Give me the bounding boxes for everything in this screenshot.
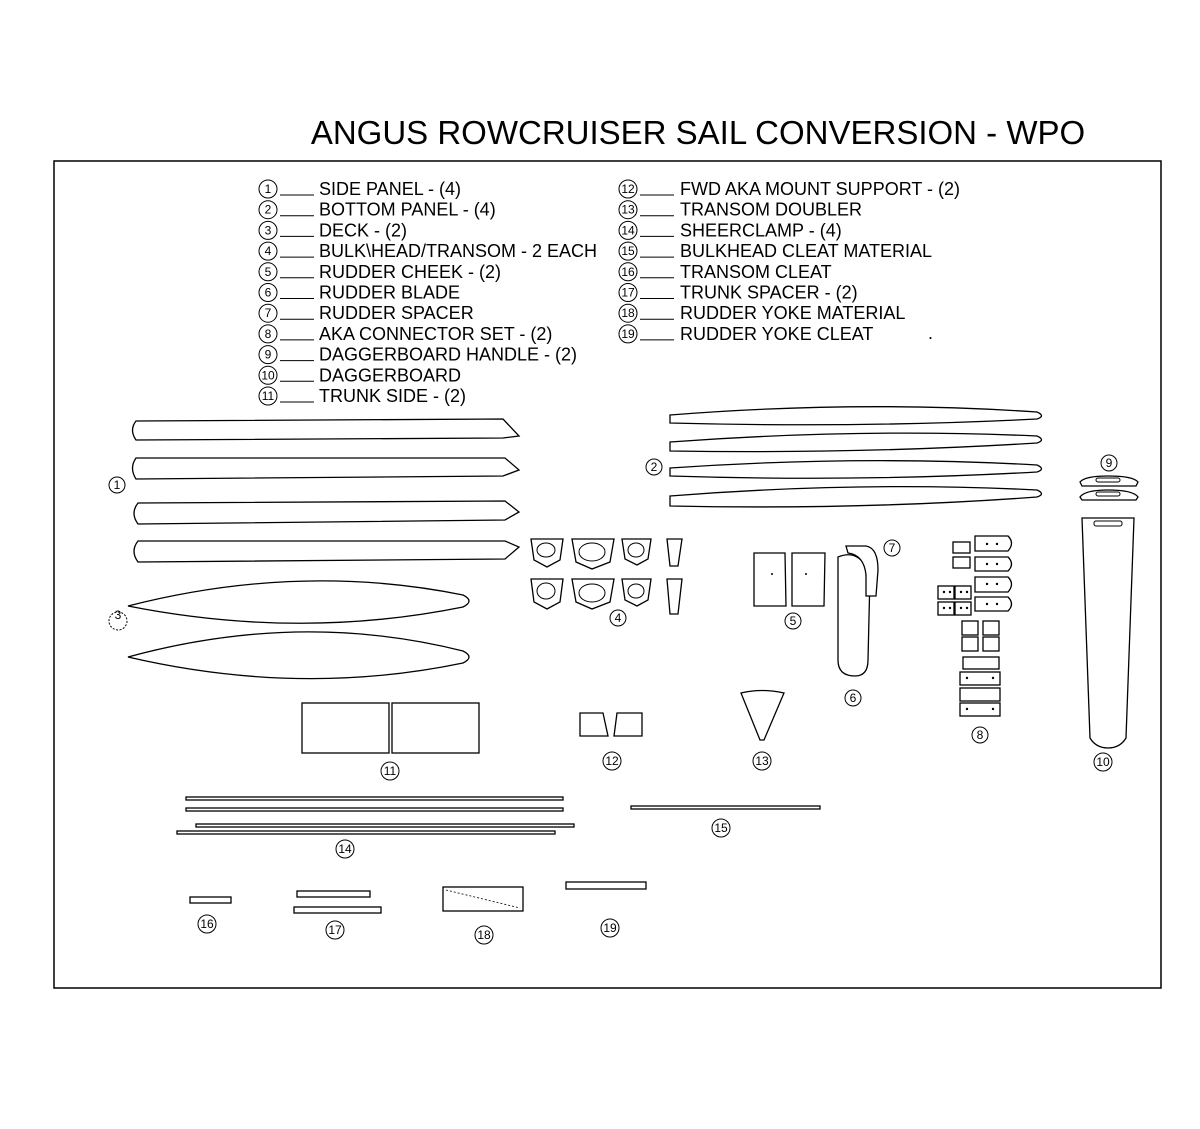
legend-number: 15	[621, 244, 635, 259]
parts-legend-right	[619, 179, 960, 344]
legend-number: 3	[264, 223, 272, 238]
legend-label: RUDDER CHEEK - (2)	[319, 261, 502, 282]
legend-number: 4	[264, 244, 272, 259]
part-rudder-yoke-cleat	[566, 882, 646, 889]
callout-15	[712, 819, 730, 837]
part-daggerboard-handles	[1080, 476, 1138, 500]
part-sheerclamps	[177, 797, 574, 834]
callout-17	[326, 921, 344, 939]
part-daggerboard	[1082, 518, 1134, 748]
legend-left-item-6	[259, 283, 460, 303]
svg-text:5: 5	[789, 614, 797, 628]
legend-right-item-18	[619, 303, 905, 323]
legend-number: 18	[621, 306, 635, 321]
legend-label: BOTTOM PANEL - (4)	[319, 199, 496, 220]
svg-text:1: 1	[113, 478, 121, 492]
legend-label: AKA CONNECTOR SET - (2)	[319, 323, 553, 344]
legend-label: TRANSOM DOUBLER	[680, 199, 863, 220]
legend-left-item-5	[259, 262, 501, 282]
legend-label: TRUNK SIDE - (2)	[319, 386, 467, 406]
legend-label: BULKHEAD CLEAT MATERIAL	[680, 241, 933, 262]
part-rudder-yoke-material	[443, 887, 523, 911]
legend-label: RUDDER BLADE	[319, 282, 461, 303]
legend-right-item-16	[619, 262, 832, 282]
svg-text:2: 2	[650, 460, 658, 474]
legend-label: DAGGERBOARD HANDLE - (2)	[319, 344, 578, 365]
callout-14	[336, 840, 354, 858]
svg-text:15: 15	[714, 821, 728, 835]
legend-left-item-9	[259, 345, 577, 365]
legend-label: RUDDER YOKE CLEAT	[680, 323, 874, 344]
svg-text:8: 8	[976, 728, 984, 742]
part-transom-cleat	[190, 897, 231, 903]
part-fwd-aka-mount-supports	[580, 713, 642, 736]
svg-text:16: 16	[200, 917, 214, 931]
legend-left-item-4	[259, 241, 597, 261]
svg-text:19: 19	[603, 921, 617, 935]
part-side-panels	[133, 419, 520, 562]
legend-number: 11	[261, 389, 275, 403]
legend-number: 8	[264, 326, 272, 341]
svg-text:10: 10	[1096, 755, 1110, 769]
legend-label: BULK\HEAD/TRANSOM - 2 EACH	[319, 241, 598, 262]
legend-left-item-11	[259, 386, 466, 406]
legend-label: FWD AKA MOUNT SUPPORT - (2)	[680, 179, 961, 199]
legend-right-item-19	[619, 324, 873, 344]
callout-3	[109, 608, 127, 630]
callout-18	[475, 926, 493, 944]
page-title: ANGUS ROWCRUISER SAIL CONVERSION - WPO	[310, 114, 1086, 151]
legend-number: 1	[264, 182, 272, 196]
legend-number: 19	[621, 326, 635, 341]
legend-label: RUDDER YOKE MATERIAL	[680, 303, 906, 324]
svg-text:18: 18	[477, 928, 491, 942]
legend-label: RUDDER SPACER	[319, 303, 474, 324]
svg-text:7: 7	[888, 541, 896, 555]
callout-9	[1101, 455, 1117, 471]
callout-5	[785, 613, 801, 629]
legend-number: 9	[264, 347, 272, 362]
svg-text:17: 17	[328, 923, 342, 937]
svg-text:11: 11	[383, 764, 397, 778]
callout-19	[601, 919, 619, 937]
drawing-border	[54, 161, 1161, 988]
part-bottom-panels	[670, 407, 1042, 507]
callout-11	[381, 762, 399, 780]
part-bulkhead-cleat-material	[631, 806, 820, 809]
svg-text:6: 6	[849, 691, 857, 705]
part-trunk-sides	[302, 703, 479, 753]
legend-right-item-12	[619, 179, 960, 199]
parts-legend-left	[259, 179, 597, 406]
legend-left-item-1	[259, 179, 461, 199]
callout-2	[646, 459, 662, 475]
legend-left-item-2	[259, 200, 496, 220]
part-decks	[128, 581, 469, 679]
legend-number: 2	[264, 202, 272, 217]
callout-4	[610, 610, 626, 626]
svg-text:3: 3	[114, 608, 122, 622]
svg-text:9: 9	[1105, 456, 1113, 470]
legend-number: 17	[621, 285, 635, 300]
legend-number: 7	[264, 306, 272, 321]
legend-label: TRANSOM CLEAT	[680, 261, 832, 282]
part-bulkheads-transoms	[531, 539, 682, 614]
svg-text:13: 13	[755, 754, 769, 768]
legend-label: DECK - (2)	[319, 220, 408, 241]
legend-label: SIDE PANEL - (4)	[319, 179, 462, 199]
svg-text:4: 4	[614, 611, 622, 625]
callout-6	[845, 690, 861, 706]
legend-number: 12	[621, 182, 635, 196]
callout-8	[972, 727, 988, 743]
legend-label: TRUNK SPACER - (2)	[680, 282, 858, 303]
legend-right-item-17	[619, 283, 858, 303]
callout-7	[884, 540, 900, 556]
callout-16	[198, 915, 216, 933]
part-aka-connector-set	[938, 536, 1012, 716]
svg-text:12: 12	[605, 754, 619, 768]
legend-number: 14	[621, 223, 635, 238]
legend-left-item-7	[259, 303, 474, 323]
callout-12	[603, 752, 621, 770]
legend-right-item-15	[619, 241, 932, 261]
legend-number: 13	[621, 202, 635, 217]
callout-1	[109, 477, 125, 493]
legend-label: SHEERCLAMP - (4)	[680, 220, 842, 241]
legend-left-item-8	[259, 324, 552, 344]
legend-number: 10	[261, 368, 275, 383]
callout-10	[1094, 753, 1112, 771]
legend-number: 6	[264, 285, 272, 300]
legend-right-item-13	[619, 200, 862, 220]
part-rudder-cheeks	[754, 553, 825, 606]
part-transom-doubler	[741, 691, 784, 741]
part-trunk-spacers	[294, 891, 381, 913]
legend-number: 5	[264, 264, 272, 279]
legend-left-item-3	[259, 220, 407, 240]
svg-text:14: 14	[338, 842, 352, 856]
callout-13	[753, 752, 771, 770]
stray-mark: .	[928, 323, 934, 343]
legend-right-item-14	[619, 220, 842, 240]
legend-left-item-10	[259, 365, 461, 385]
legend-label: DAGGERBOARD	[319, 365, 462, 386]
legend-number: 16	[621, 264, 635, 279]
